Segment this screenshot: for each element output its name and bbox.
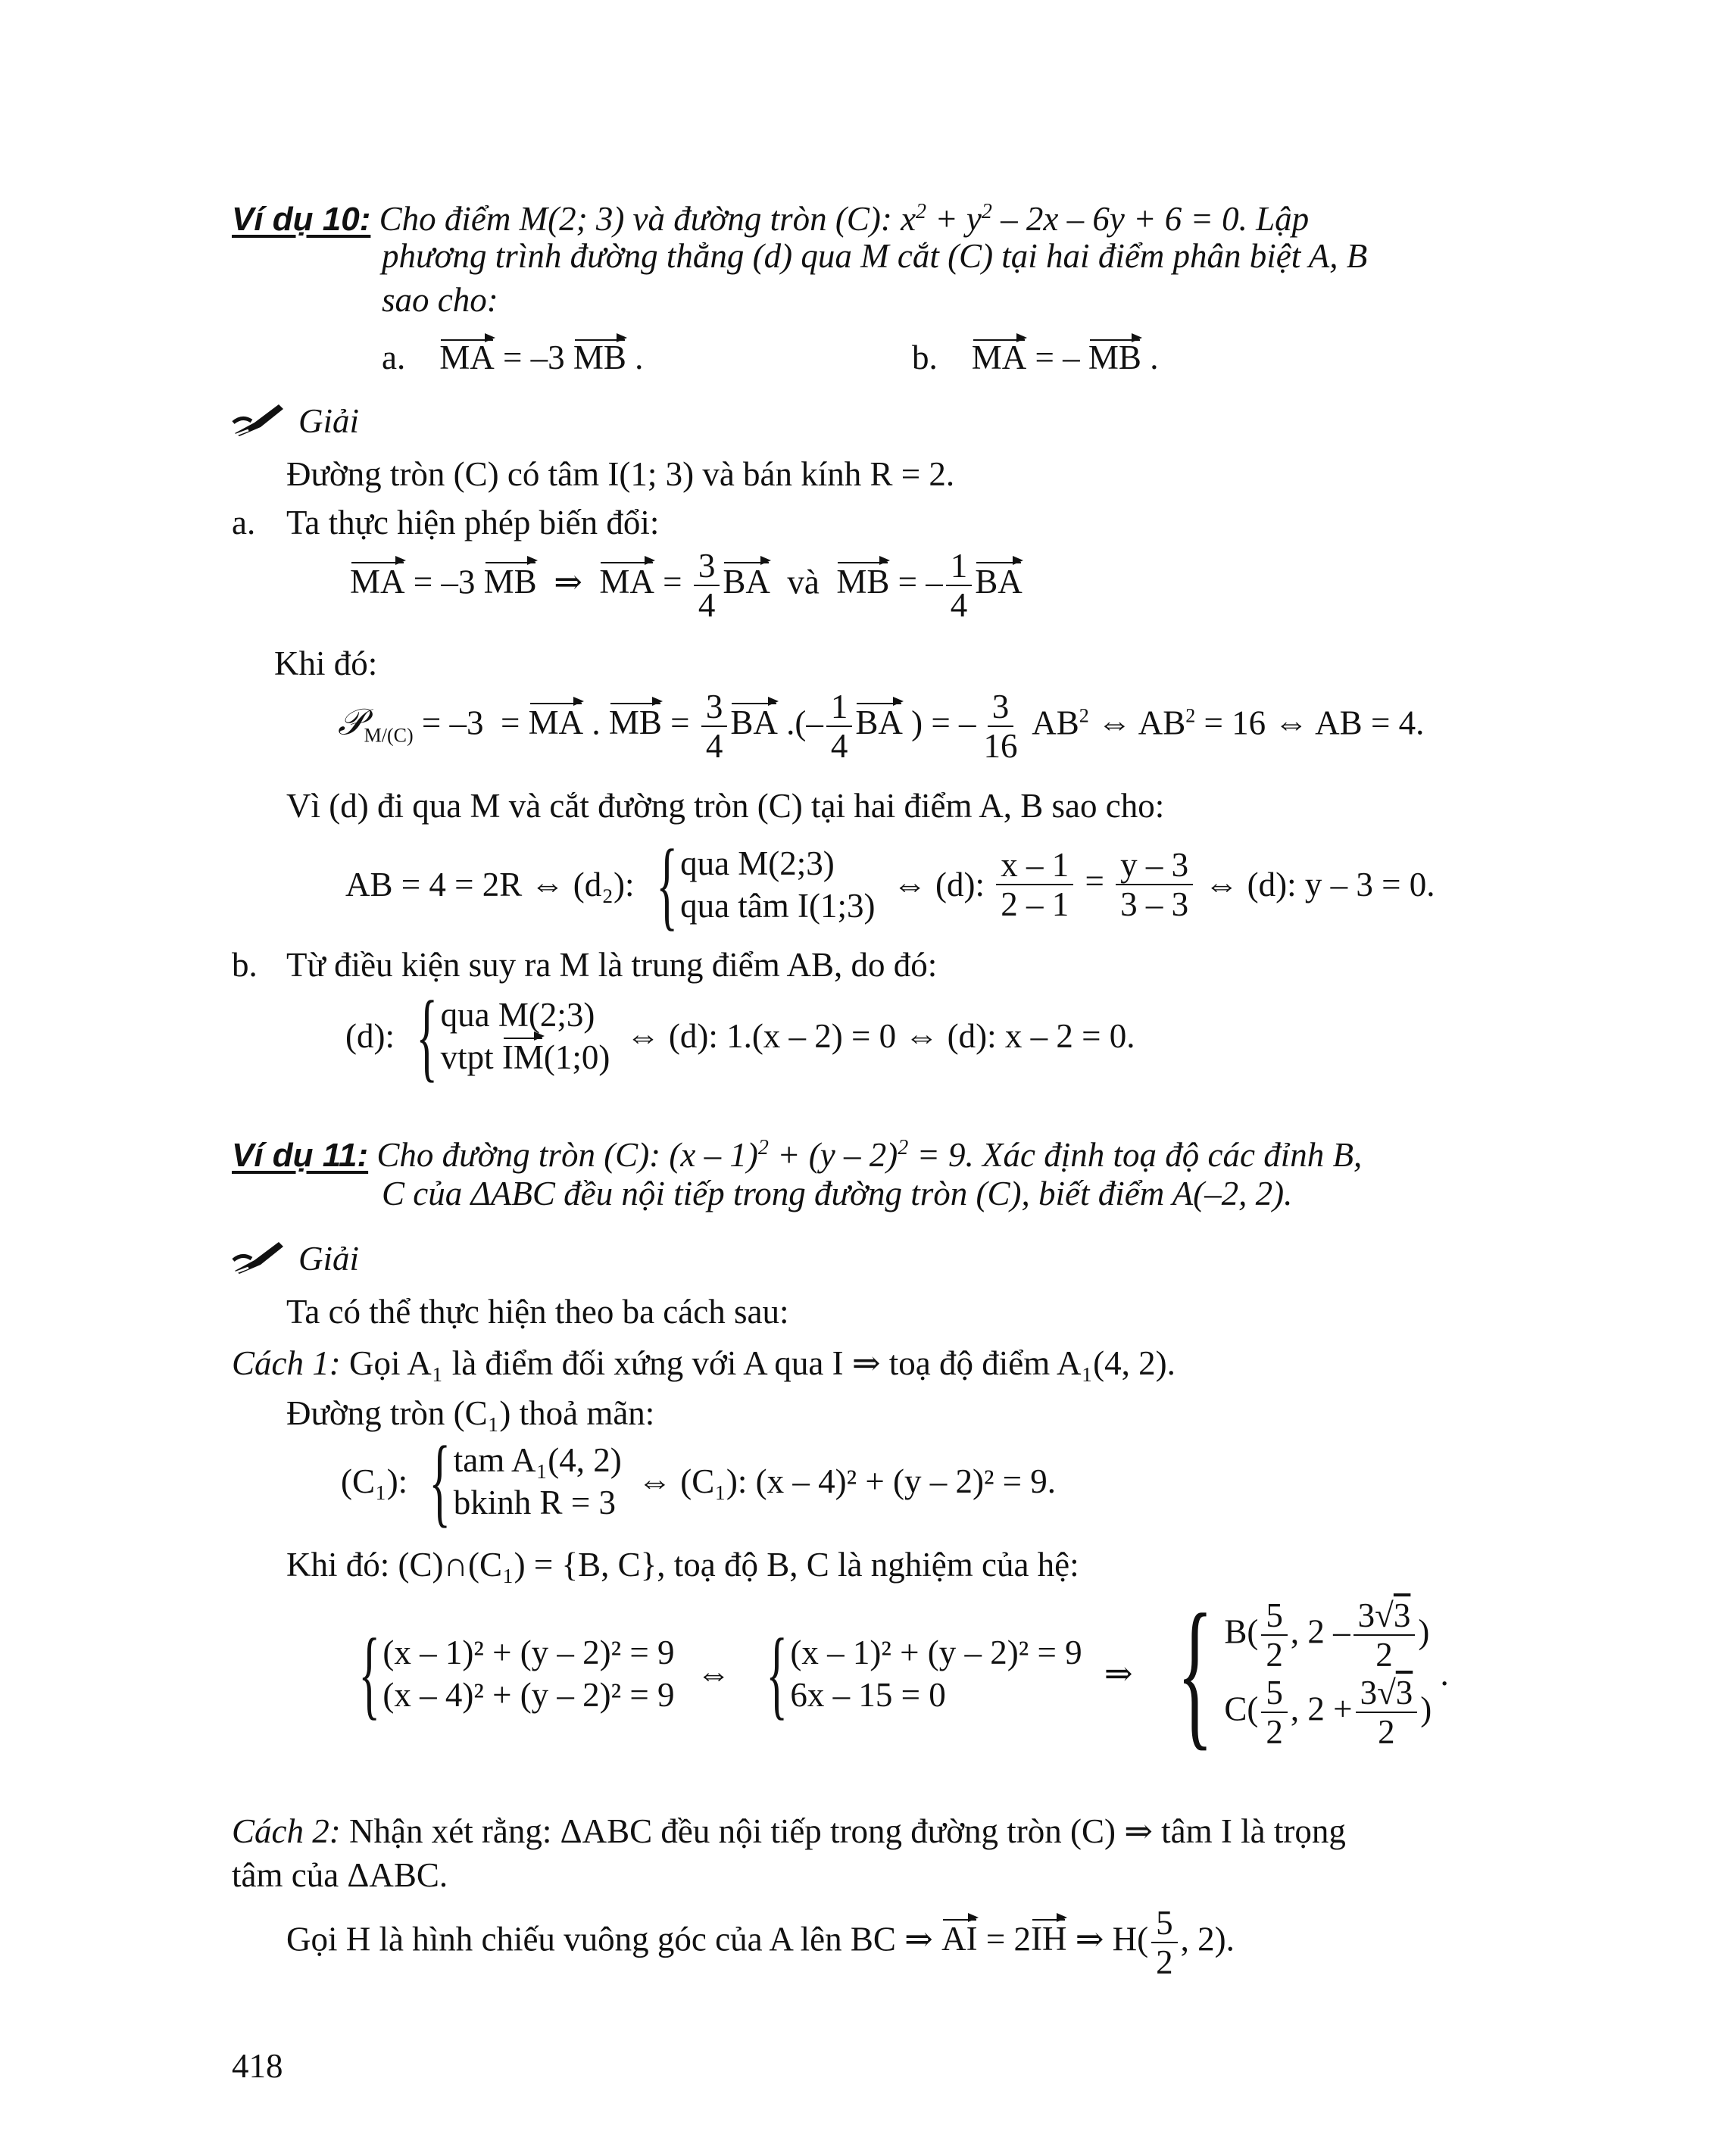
method-2-line: Cách 2: Nhận xét rằng: ΔABC đều nội tiếp trong đường tròn (C) ⇒ tâm I là trọng <box>232 1812 1346 1850</box>
system-brace-5: { (x – 1)² + (y – 2)² = 9 6x – 15 = 0 <box>766 1618 1082 1729</box>
circle-c1-line: Đường tròn (C₁) thoả mãn: <box>286 1394 655 1432</box>
ex10-part-b: b. MA = – MB . <box>912 339 1159 376</box>
ex11-line1: Ví dụ 11: Cho đường tròn (C): (x – 1)$^2$ + (y – 2)$^2$ = 9. Xác định toạ độ các đỉnh B, <box>232 1136 1363 1174</box>
ex11-line2: C của ΔABC đều nội tiếp trong đường tròn (C), biết điểm A(–2, 2). <box>382 1175 1293 1212</box>
ex10-part-a: a. MA = –3 MB . <box>382 339 644 376</box>
three-methods: Ta có thể thực hiện theo ba cách sau: <box>286 1293 789 1331</box>
system-brace-3: { tam A₁(4, 2) bkinh R = 3 <box>429 1425 622 1537</box>
ex10-text: Cho điểm M(2; 3) và đường tròn (C): $x^2 + y^2 - 2x - 6y + 6 = 0$. Lập <box>379 200 1310 238</box>
line-d2-system: AB = 4 = 2R ⇔ (d₂): { qua M(2;3) qua tâm I(1;3) ⇔ (d): $\frac{x - 1}{2 - 1}$ = $\frac{y - 3}{3 - 3}$ ⇔ (d): y – 3 = 0. <box>345 829 1435 940</box>
projection-line: Gọi H là hình chiếu vuông góc của A lên BC ⇒ AI = 2IH ⇒ H( $\frac{5}{2}$ , 2). <box>286 1904 1235 1981</box>
system-brace-1: { qua M(2;3) qua tâm I(1;3) <box>656 829 876 940</box>
ex10-line3: sao cho: <box>382 281 498 319</box>
page-number: 418 <box>232 2047 283 2085</box>
power-of-point: 𝒫$_{M/(C)}$ = –3 = MA . MB = $\frac{3}{4}$ BA .(– $\frac{1}{4}$ BA ) = – $\frac{3}{16}$ $AB^2$ ⇔ $AB^2 = 16$ ⇔ AB = 4. <box>338 688 1425 765</box>
solution-label: Giải <box>298 402 360 440</box>
solve-system-line: { (x – 1)² + (y – 2)² = 9 (x – 4)² + (y – 2)² = 9 ⇔ { (x – 1)² + (y – 2)² = 9 6x – 15 = 0 ⇒ { B( $\frac{5}{2}$ , 2 – $\frac{3√3}{2}$ ) C( $\frac{5}{2}$ , 2 + $\frac{3√3}{2}$ ) . <box>345 1596 1449 1751</box>
part-b-text: Từ điều kiện suy ra M là trung điểm AB, do đó: <box>286 946 938 984</box>
line-d-system: (d): { qua M(2;3) vtpt IM(1;0) ⇔ (d): 1.(x – 2) = 0 ⇔ (d): x – 2 = 0. <box>345 980 1135 1091</box>
intersection-line: Khi đó: (C)∩(C₁) = {B, C}, toạ độ B, C là nghiệm của hệ: <box>286 1546 1079 1584</box>
ex10-heading: Ví dụ 10: <box>232 201 371 238</box>
ex11-heading: Ví dụ 11: <box>232 1137 369 1174</box>
system-brace-4: { (x – 1)² + (y – 2)² = 9 (x – 4)² + (y – 2)² = 9 <box>358 1618 675 1729</box>
vector-relation: MA = –3 MB ⇒ MA = $\frac{3}{4}$ BA và MB = – $\frac{1}{4}$ BA <box>350 547 1023 624</box>
method-1-line: Cách 1: Gọi A₁ là điểm đối xứng với A qua I ⇒ toạ độ điểm A₁(4, 2). <box>232 1344 1176 1382</box>
solution-label-2: Giải <box>298 1240 360 1278</box>
ex10-line1 <box>232 192 1309 239</box>
method-2-line-2: tâm của ΔABC. <box>232 1856 448 1894</box>
transform-text: Ta thực hiện phép biến đổi: <box>286 504 660 541</box>
system-brace-2: { qua M(2;3) vtpt IM(1;0) <box>416 980 610 1091</box>
vi-d-line: Vì (d) đi qua M và cắt đường tròn (C) tại hai điểm A, B sao cho: <box>286 787 1165 825</box>
part-a-label: a. <box>232 504 256 541</box>
pencil-hand-icon-2 <box>232 1237 285 1275</box>
pencil-hand-icon <box>232 400 285 438</box>
c1-system-line: (C₁): { tam A₁(4, 2) bkinh R = 3 ⇔ (C₁): (x – 4)² + (y – 2)² = 9. <box>341 1425 1057 1537</box>
system-brace-6: { B( $\frac{5}{2}$ , 2 – $\frac{3√3}{2}$ ) C( $\frac{5}{2}$ , 2 + $\frac{3√3}{2}$ ) <box>1176 1580 1432 1765</box>
ex10-line2: phương trình đường thẳng (d) qua M cắt (C) tại hai điểm phân biệt A, B <box>382 237 1368 275</box>
part-b-label: b. <box>232 946 258 984</box>
center-radius-line: Đường tròn (C) có tâm I(1; 3) và bán kính R = 2. <box>286 455 955 493</box>
khi-do-1: Khi đó: <box>274 644 378 682</box>
